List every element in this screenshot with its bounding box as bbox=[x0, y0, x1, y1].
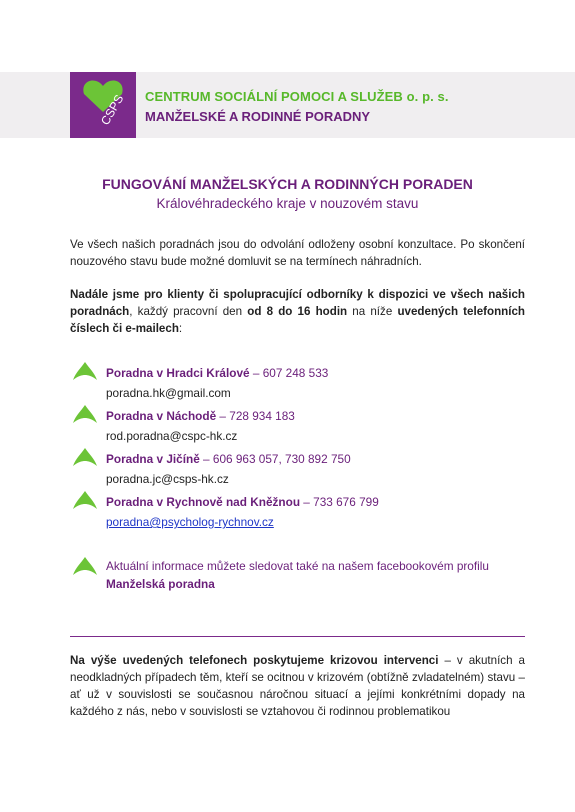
contact-phone: – 728 934 183 bbox=[216, 409, 295, 423]
facebook-profile: Manželská poradna bbox=[106, 577, 215, 591]
logo-text: CSPS bbox=[97, 92, 127, 128]
contact-item bbox=[0, 405, 575, 429]
contact-item bbox=[0, 491, 575, 515]
crisis-paragraph bbox=[70, 652, 525, 720]
availability-bold: Nadále jsme pro klienty či spolupracující odborníky k dispozici ve všech našich poradnách bbox=[70, 288, 525, 318]
facebook-text: Aktuální informace můžete sledovat také na našem facebookovém profilu bbox=[106, 559, 489, 573]
contact-phone: – 607 248 533 bbox=[249, 366, 329, 380]
intro-paragraph: Ve všech našich poradnách jsou do odvolání odloženy osobní konzultace. Po skončení nouzového stavu bude možné domluvit se na termínech náhradních. bbox=[70, 238, 525, 268]
leaf-icon bbox=[72, 555, 98, 579]
contact-name: Poradna v Rychnově nad Kněžnou – 733 676 799 bbox=[106, 495, 379, 509]
availability-hours: od 8 do 16 hodin bbox=[247, 305, 348, 318]
availability-text: , každý pracovní den bbox=[129, 305, 248, 318]
page-title: FUNGOVÁNÍ MANŽELSKÝCH A RODINNÝCH PORADEN bbox=[102, 176, 473, 192]
org-subname: MANŽELSKÉ A RODINNÉ PORADNY bbox=[145, 109, 371, 124]
availability-bold-2: uvedených telefonních číslech či e-mailech bbox=[70, 305, 526, 335]
leaf-icon bbox=[72, 360, 98, 384]
contact-name: Poradna v Hradci Králové – 607 248 533 bbox=[106, 366, 329, 380]
contact-item bbox=[0, 362, 575, 386]
leaf-icon bbox=[72, 489, 98, 513]
availability-colon: : bbox=[178, 322, 183, 335]
org-name: CENTRUM SOCIÁLNÍ POMOCI A SLUŽEB o. p. s. bbox=[145, 89, 449, 104]
csps-logo bbox=[70, 72, 136, 138]
availability-text-2: na níže bbox=[347, 305, 398, 318]
divider bbox=[70, 636, 525, 637]
crisis-text: – v akutních a neodkladných případech těm, kteří se ocitnou v krizovém (obtížně zvladatelném) stavu – ať už v souvislosti se současnou náročnou situací a jejími konkrétními dopady na každého z nás, nebo v souvislosti se vztahovou či rodinnou problematikou bbox=[70, 654, 526, 718]
contact-phone: – 606 963 057, 730 892 750 bbox=[199, 452, 351, 466]
contact-email: poradna.jc@csps-hk.cz bbox=[106, 472, 229, 486]
crisis-bold: Na výše uvedených telefonech poskytujeme krizovou intervenci bbox=[70, 654, 439, 667]
contact-email-link[interactable]: poradna@psycholog-rychnov.cz bbox=[106, 515, 274, 529]
contact-email: poradna.hk@gmail.com bbox=[106, 386, 231, 400]
contact-email: rod.poradna@cspc-hk.cz bbox=[106, 429, 238, 443]
heart-logo-icon bbox=[70, 72, 136, 138]
availability-paragraph bbox=[70, 286, 525, 337]
page-subtitle: Královéhradeckého kraje v nouzovém stavu bbox=[156, 196, 419, 211]
leaf-icon bbox=[72, 403, 98, 427]
header-band bbox=[0, 72, 575, 138]
contact-name: Poradna v Jičíně – 606 963 057, 730 892 750 bbox=[106, 452, 351, 466]
contact-item bbox=[0, 448, 575, 472]
contact-name: Poradna v Náchodě – 728 934 183 bbox=[106, 409, 295, 423]
facebook-info bbox=[106, 557, 526, 593]
contact-phone: – 733 676 799 bbox=[300, 495, 379, 509]
leaf-icon bbox=[72, 446, 98, 470]
